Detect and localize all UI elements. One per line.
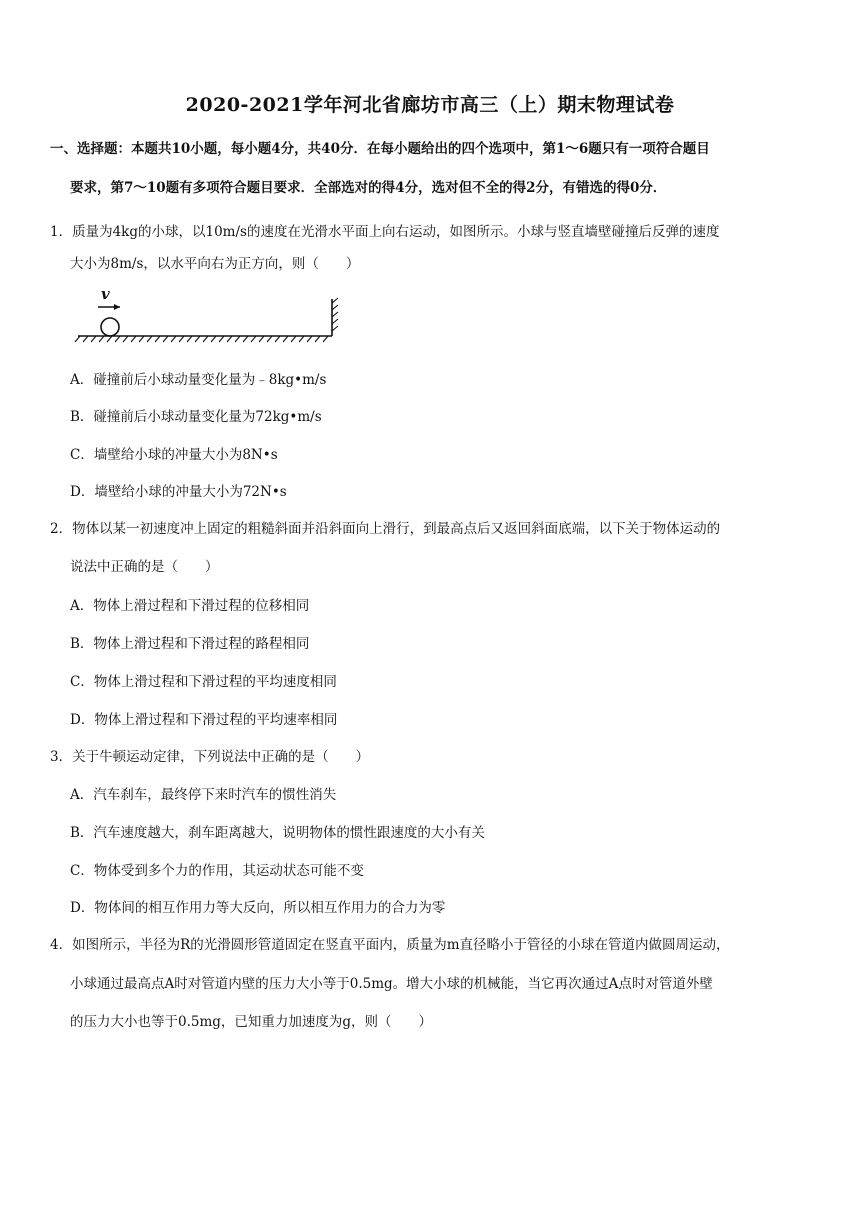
question-1-option-a: A．碰撞前后小球动量变化量为﹣8kg•m/s — [70, 372, 327, 388]
question-3-line-1: 3．关于牛顿运动定律，下列说法中正确的是（ ） — [50, 749, 370, 765]
question-3-option-a: A．汽车刹车，最终停下来时汽车的惯性消失 — [70, 787, 337, 803]
ground-hatching — [75, 336, 328, 342]
question-3-option-c: C．物体受到多个力的作用，其运动状态可能不变 — [70, 863, 364, 879]
wall-hatching — [332, 298, 338, 331]
question-4-line-3: 的压力大小也等于0.5mg，已知重力加速度为g，则（ ） — [70, 1014, 433, 1030]
question-2-option-d: D．物体上滑过程和下滑过程的平均速率相同 — [70, 712, 338, 728]
section-instructions-line-2: 要求，第7～10题有多项符合题目要求．全部选对的得4分，选对但不全的得2分，有错选的得0分． — [70, 180, 667, 196]
question-2-line-2: 说法中正确的是（ ） — [70, 559, 219, 575]
velocity-arrowhead — [114, 304, 120, 310]
question-2-option-c: C．物体上滑过程和下滑过程的平均速度相同 — [70, 674, 337, 690]
question-1-option-d: D．墙壁给小球的冲量大小为72N•s — [70, 484, 287, 500]
question-4-line-2: 小球通过最高点A时对管道内壁的压力大小等于0.5mg。增大小球的机械能，当它再次通过A点时对管道外壁 — [70, 976, 713, 992]
question-1-option-b: B．碰撞前后小球动量变化量为72kg•m/s — [70, 409, 322, 425]
ball — [101, 318, 119, 336]
velocity-label: v — [101, 285, 110, 303]
question-1-option-c: C．墙壁给小球的冲量大小为8N•s — [70, 447, 278, 463]
question-2-option-b: B．物体上滑过程和下滑过程的路程相同 — [70, 636, 310, 652]
exam-title: 2020-2021学年河北省廊坊市高三（上）期末物理试卷 — [185, 94, 675, 116]
question-2-line-1: 2．物体以某一初速度冲上固定的粗糙斜面并沿斜面向上滑行，到最高点后又返回斜面底端，以下关于物体运动的 — [50, 521, 721, 537]
question-2-option-a: A．物体上滑过程和下滑过程的位移相同 — [70, 598, 310, 614]
question-3-option-d: D．物体间的相互作用力等大反向，所以相互作用力的合力为零 — [70, 900, 446, 916]
section-instructions-line-1: 一、选择题：本题共10小题，每小题4分，共40分．在每小题给出的四个选项中，第1～6题只有一项符合题目 — [50, 141, 710, 157]
question-1-line-1: 1．质量为4kg的小球，以10m/s的速度在光滑水平面上向右运动，如图所示。小球与竖直墙壁碰撞后反弹的速度 — [50, 224, 720, 240]
question-1-line-2: 大小为8m/s，以水平向右为正方向，则（ ） — [70, 256, 360, 272]
question-3-option-b: B．汽车速度越大，刹车距离越大，说明物体的惯性跟速度的大小有关 — [70, 825, 485, 841]
question-4-line-1: 4．如图所示，半径为R的光滑圆形管道固定在竖直平面内，质量为m直径略小于管径的小球在管道内做圆周运动， — [50, 937, 730, 953]
question-1-figure — [74, 285, 354, 355]
